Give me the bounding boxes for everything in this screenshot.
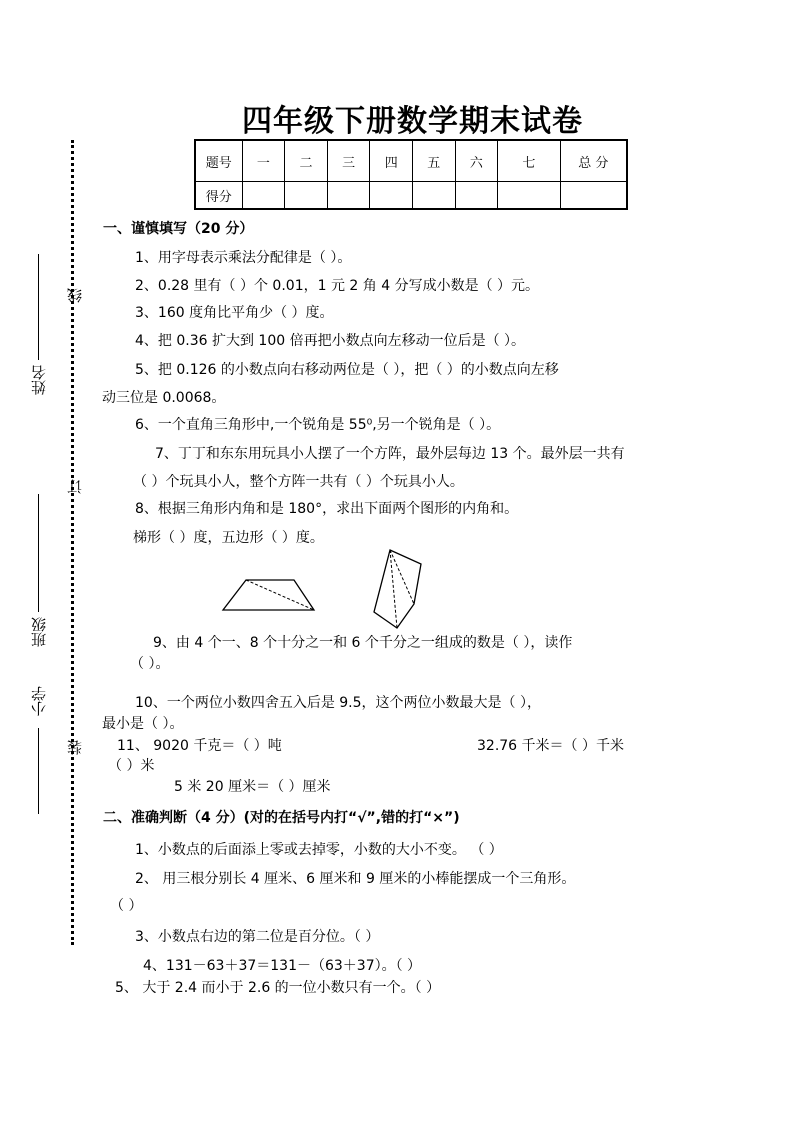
score-cell[interactable]: [498, 182, 560, 210]
question-2-3: 3、小数点右边的第二位是百分位。（ ）: [135, 929, 380, 945]
class-label: 班级: [30, 617, 48, 647]
class-field[interactable]: [38, 494, 39, 612]
score-cell[interactable]: [242, 182, 285, 210]
question-1-10-line2: 最小是（ ）。: [102, 716, 184, 732]
pentagon-figure: [374, 550, 421, 628]
question-1-6: 6、一个直角三角形中,一个锐角是 55⁰,另一个锐角是（ ）。: [135, 417, 501, 433]
question-1-11-part3: （ ）米: [108, 758, 155, 774]
trapezoid-and-pentagon-figures: [218, 548, 428, 634]
score-cell[interactable]: [370, 182, 413, 210]
header-cell: 四: [370, 140, 413, 182]
score-row-label: 得分: [195, 182, 242, 210]
score-cell[interactable]: [285, 182, 328, 210]
question-2-2-line1: 2、 用三根分别长 4 厘米、6 厘米和 9 厘米的小棒能摆成一个三角形。: [135, 871, 576, 887]
trapezoid-figure: [223, 580, 314, 610]
margin-label-zhuang: 装: [66, 740, 84, 755]
margin-label-xian: 线: [66, 288, 84, 303]
question-1-10-line1: 10、一个两位小数四舍五入后是 9.5，这个两位小数最大是（ ），: [135, 695, 541, 711]
question-1-4: 4、把 0.36 扩大到 100 倍再把小数点向左移动一位后是（ ）。: [135, 333, 526, 349]
margin-label-ding: 订: [66, 479, 84, 494]
binding-dotted-line: [71, 140, 74, 945]
question-1-5-line1: 5、把 0.126 的小数点向右移动两位是（ ），把（ ）的小数点向左移: [135, 362, 559, 378]
section-2-heading: 二、准确判断（4 分）(对的在括号内打“√”,错的打“×”): [103, 810, 460, 826]
question-1-9-line1: 9、由 4 个一、8 个十分之一和 6 个千分之一组成的数是（ ），读作: [153, 635, 573, 651]
question-1-11-part4: 5 米 20 厘米＝（ ）厘米: [174, 779, 331, 795]
exam-title: 四年级下册数学期末试卷: [242, 104, 583, 139]
school-field[interactable]: [38, 728, 39, 814]
score-table: [194, 139, 628, 210]
score-cell[interactable]: [455, 182, 498, 210]
question-2-1: 1、小数点的后面添上零或去掉零，小数的大小不变。 （ ）: [135, 842, 503, 858]
question-1-2: 2、0.28 里有（ ）个 0.01，1 元 2 角 4 分写成小数是（ ）元。: [135, 278, 540, 294]
header-cell: 一: [242, 140, 285, 182]
header-cell: 五: [413, 140, 456, 182]
section-1-heading: 一、谨慎填写（20 分）: [103, 221, 254, 237]
school-label: 小学: [30, 686, 48, 716]
question-2-5: 5、 大于 2.4 而小于 2.6 的一位小数只有一个。（ ）: [115, 980, 441, 996]
question-1-5-line2: 动三位是 0.0068。: [102, 390, 226, 406]
score-cell[interactable]: [560, 182, 627, 210]
header-cell: 二: [285, 140, 328, 182]
header-cell: 三: [327, 140, 370, 182]
header-cell: 题号: [195, 140, 242, 182]
question-1-1: 1、用字母表示乘法分配律是（ ）。: [135, 250, 352, 266]
question-2-4: 4、131－63＋37＝131－（63＋37）。（ ）: [143, 958, 422, 974]
question-1-7-line2: （ ）个玩具小人，整个方阵一共有（ ）个玩具小人。: [133, 474, 464, 490]
score-cell[interactable]: [413, 182, 456, 210]
question-1-8-line2: 梯形（ ）度，五边形（ ）度。: [133, 530, 324, 546]
header-cell: 总 分: [560, 140, 627, 182]
header-cell: 六: [455, 140, 498, 182]
question-1-8-line1: 8、根据三角形内角和是 180°，求出下面两个图形的内角和。: [135, 501, 519, 517]
question-2-2-line2: （ ）: [110, 898, 143, 914]
question-1-9-line2: （ ）。: [130, 656, 170, 672]
question-1-7-line1: 7、丁丁和东东用玩具小人摆了一个方阵，最外层每边 13 个。最外层一共有: [155, 446, 625, 462]
score-cell[interactable]: [327, 182, 370, 210]
name-field[interactable]: [38, 254, 39, 360]
name-label: 姓名: [30, 365, 48, 395]
question-1-11-part1: 11、 9020 千克＝（ ）吨: [117, 738, 282, 754]
question-1-11-part2: 32.76 千米＝（ ）千米: [477, 738, 624, 754]
question-1-3: 3、160 度角比平角少（ ）度。: [135, 305, 334, 321]
header-cell: 七: [498, 140, 560, 182]
